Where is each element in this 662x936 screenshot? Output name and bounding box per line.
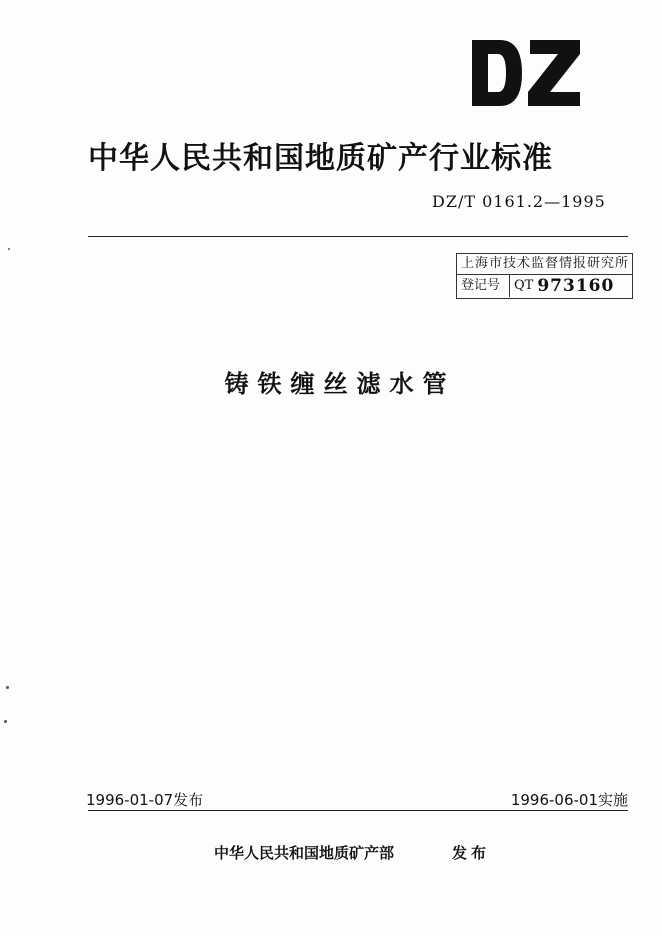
publish-label: 发布 [452,844,491,862]
footer-divider [88,810,628,811]
stamp-registration-number: 973160 [537,276,615,296]
scan-speck [8,248,10,250]
publisher: 中华人民共和国地质矿产部 [214,844,395,862]
dz-logo-graphic [470,38,582,108]
effective-date: 1996-06-01实施 [510,791,628,809]
scan-speck [6,686,9,689]
document-title: 铸铁缠丝滤水管 [224,370,456,398]
registration-stamp [456,253,633,299]
standard-number: DZ/T 0161.2—1995 [432,192,606,211]
stamp-registration-label: 登记号 [457,275,510,297]
header-divider [88,236,628,237]
dz-logo [470,38,582,108]
stamp-registration-row [457,275,632,297]
standard-title: 中华人民共和国地质矿产行业标准 [88,141,553,176]
issue-date: 1996-01-07发布 [86,791,204,809]
scan-speck [4,720,7,723]
stamp-registration-prefix: QT [514,278,534,293]
stamp-organization: 上海市技术监督情报研究所 [457,254,632,275]
